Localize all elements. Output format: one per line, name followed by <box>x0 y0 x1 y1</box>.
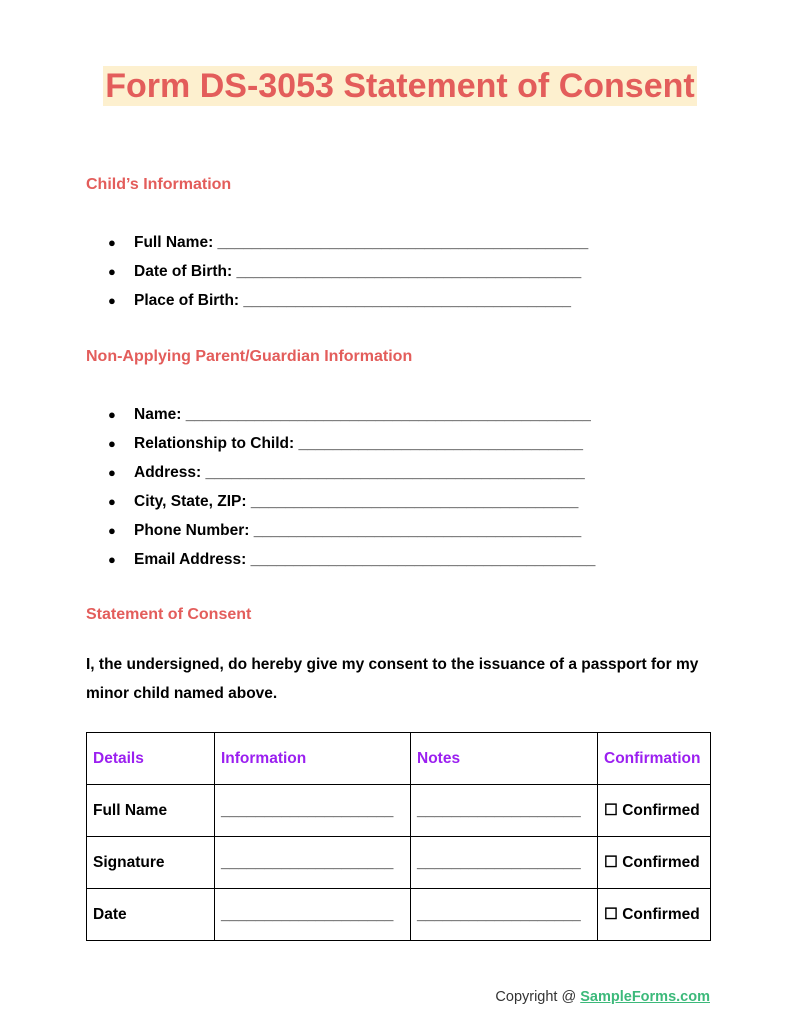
field-label: Phone Number: <box>134 522 254 539</box>
section-heading-parent: Non-Applying Parent/Guardian Information <box>86 348 413 365</box>
field-blank[interactable]: ____________________________________________ <box>205 464 585 481</box>
title-wrapper <box>0 66 800 106</box>
field-place-of-birth[interactable] <box>108 286 588 315</box>
field-label: Full Name: <box>134 234 218 251</box>
info-cell[interactable]: ____________________ <box>215 785 411 837</box>
bullet-icon: ● <box>108 407 116 422</box>
field-city-state-zip[interactable] <box>108 487 595 516</box>
bullet-icon: ● <box>108 465 116 480</box>
sampleforms-link[interactable]: SampleForms.com <box>580 989 710 1005</box>
header-confirmation: Confirmation <box>598 733 711 785</box>
bullet-icon: ● <box>108 293 116 308</box>
bullet-icon: ● <box>108 523 116 538</box>
field-label: Address: <box>134 464 206 481</box>
confirmation-checkbox[interactable]: ☐ Confirmed <box>598 785 711 837</box>
field-blank[interactable]: ______________________________________ <box>243 292 571 309</box>
field-phone[interactable] <box>108 516 595 545</box>
bullet-icon: ● <box>108 552 116 567</box>
detail-cell: Full Name <box>87 785 215 837</box>
header-information: Information <box>215 733 411 785</box>
field-blank[interactable]: _______________________________________________ <box>185 406 591 423</box>
confirmation-checkbox[interactable]: ☐ Confirmed <box>598 889 711 941</box>
parent-fields-list <box>108 400 595 574</box>
section-heading-child: Child’s Information <box>86 176 232 193</box>
field-blank[interactable]: ________________________________________ <box>250 551 596 568</box>
bullet-icon: ● <box>108 494 116 509</box>
info-cell[interactable]: ____________________ <box>215 837 411 889</box>
field-label: Place of Birth: <box>134 292 244 309</box>
info-cell[interactable]: ____________________ <box>215 889 411 941</box>
confirmation-checkbox[interactable]: ☐ Confirmed <box>598 837 711 889</box>
bullet-icon: ● <box>108 264 116 279</box>
detail-cell: Signature <box>87 837 215 889</box>
field-label: Date of Birth: <box>134 263 237 280</box>
field-blank[interactable]: ________________________________________ <box>236 263 582 280</box>
field-label: Email Address: <box>134 551 251 568</box>
bullet-icon: ● <box>108 235 116 250</box>
header-notes: Notes <box>411 733 598 785</box>
field-label: City, State, ZIP: <box>134 493 251 510</box>
field-label: Relationship to Child: <box>134 435 299 452</box>
detail-cell: Date <box>87 889 215 941</box>
field-blank[interactable]: ___________________________________________ <box>217 234 589 251</box>
copyright-text: Copyright @ <box>495 989 581 1005</box>
bullet-icon: ● <box>108 436 116 451</box>
table-row <box>87 889 711 941</box>
consent-paragraph: I, the undersigned, do hereby give my consent to the issuance of a passport for my minor child named above. <box>86 656 699 702</box>
field-name[interactable] <box>108 400 595 429</box>
copyright-footer <box>495 989 710 1005</box>
header-details: Details <box>87 733 215 785</box>
table-header-row <box>87 733 711 785</box>
page-title: Form DS-3053 Statement of Consent <box>105 67 695 105</box>
field-date-of-birth[interactable] <box>108 257 588 286</box>
table-row <box>87 837 711 889</box>
field-email[interactable] <box>108 545 595 574</box>
field-relationship[interactable] <box>108 429 595 458</box>
child-fields-list <box>108 228 588 315</box>
field-blank[interactable]: ______________________________________ <box>250 493 579 510</box>
field-blank[interactable]: _________________________________ <box>298 435 583 452</box>
field-blank[interactable]: ______________________________________ <box>253 522 582 539</box>
consent-table <box>86 732 711 941</box>
field-label: Name: <box>134 406 186 423</box>
notes-cell[interactable]: ___________________ <box>411 889 598 941</box>
field-address[interactable] <box>108 458 595 487</box>
notes-cell[interactable]: ___________________ <box>411 837 598 889</box>
field-full-name[interactable] <box>108 228 588 257</box>
notes-cell[interactable]: ___________________ <box>411 785 598 837</box>
section-heading-consent: Statement of Consent <box>86 606 252 623</box>
table-row <box>87 785 711 837</box>
